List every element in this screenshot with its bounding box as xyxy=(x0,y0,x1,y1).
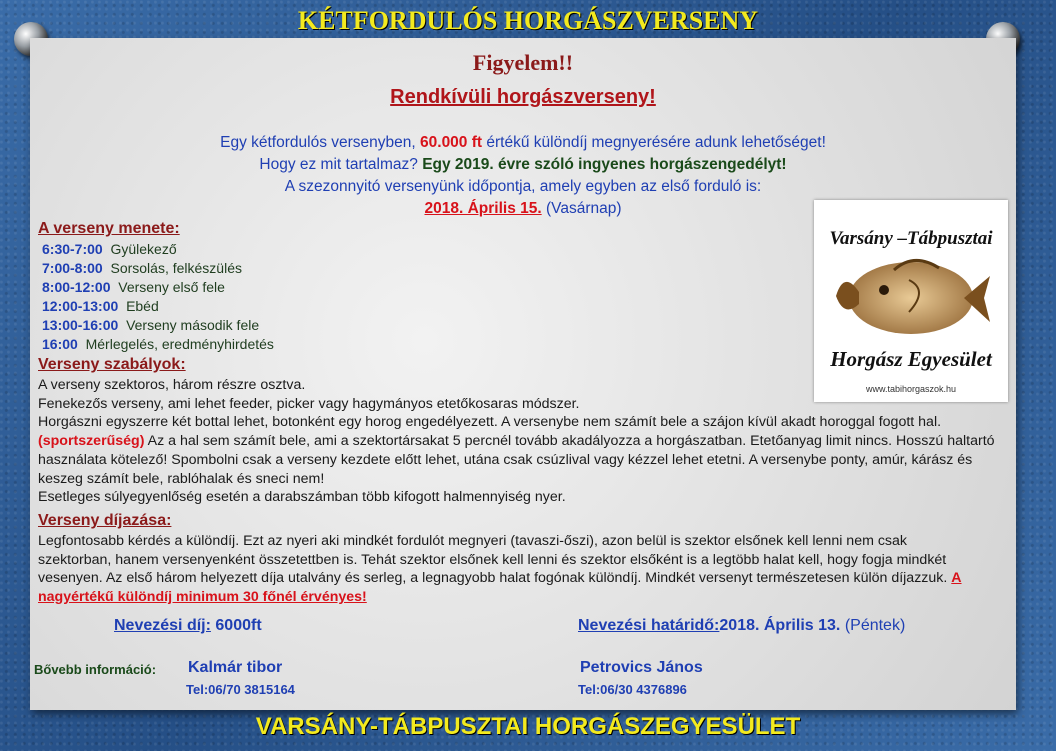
schedule-item xyxy=(42,298,159,314)
schedule-item xyxy=(42,260,242,276)
schedule-item xyxy=(42,241,177,257)
schedule-item xyxy=(42,279,225,295)
intro-text: értékű különdíj megnyerésére adunk lehetőséget! xyxy=(486,134,826,151)
contact-name-2: Petrovics János xyxy=(580,659,703,676)
schedule-activity: Gyülekező xyxy=(110,241,177,257)
rule-line: A verseny szektoros, három részre osztva. xyxy=(38,377,306,393)
rule-line: Fenekezős verseny, ami lehet feeder, picker vagy hagymányos etetőkosaras módszer. xyxy=(38,395,580,412)
schedule-activity: Mérlegelés, eredményhirdetés xyxy=(85,336,274,352)
footer-title: VARSÁNY-TÁBPUSZTAI HORGÁSZEGYESÜLET xyxy=(255,713,801,740)
entry-deadline xyxy=(578,617,905,635)
schedule-time: 8:00-12:00 xyxy=(42,279,111,295)
schedule-time: 6:30-7:00 xyxy=(42,241,103,257)
entry-fee-value: 6000ft xyxy=(215,617,262,634)
prizes-heading: Verseny díjazása: xyxy=(38,512,172,529)
deadline-value: 2018. Április 13. xyxy=(719,617,841,634)
intro-text: Hogy ez mit tartalmaz? xyxy=(259,156,418,173)
contact-label: Bővebb információ: xyxy=(34,662,157,677)
intro-line-3: A szezonnyitó versenyünk időpontja, amely egyben az első forduló is: xyxy=(284,178,762,195)
rule-line: Esetleges súlyegyenlőség esetén a darabszámban több kifogott halmennyiség nyer. xyxy=(38,489,566,506)
intro-line-2 xyxy=(30,156,1016,174)
schedule-activity: Verseny második fele xyxy=(126,317,260,333)
prize-description: Egy 2019. évre szóló ingyenes horgászengedélyt! xyxy=(422,156,787,173)
fish-logo-icon xyxy=(814,200,1008,402)
schedule-time: 12:00-13:00 xyxy=(42,298,119,314)
logo-url: www.tabihorgaszok.hu xyxy=(865,384,957,394)
intro-text: Egy kétfordulós versenyben, xyxy=(220,134,416,151)
event-day: (Vasárnap) xyxy=(545,200,622,217)
schedule-time: 13:00-16:00 xyxy=(42,317,119,333)
contact-phone-1: Tel:06/70 3815164 xyxy=(186,682,295,697)
page-title: KÉTFORDULÓS HORGÁSZVERSENY xyxy=(297,6,759,35)
prize-condition: A nagyértékű különdíj minimum 30 főnél érvényes! xyxy=(38,570,962,606)
prize-description: Legfontosabb kérdés a különdíj. Ezt az nyeri aki mindkét fordulót megnyeri (tavaszi-őszi), azon belül is szektor elsőnek kell lenni nem csak szektorban, hanem versenyenként összetettben is. Tehát szektor elsőnek kell lenni és szektor elsőként is a legtöbb halat kell, hogy fogja mindkét vesenyen. Az első három helyezett díja utalvány és serleg, a legnagyobb halat fogónak különdíj. Mindkét versenyt természetesen külön díjazzuk. xyxy=(38,533,948,587)
logo-bottom-text: Horgász Egyesület xyxy=(830,347,992,371)
rule-line xyxy=(38,413,1008,488)
rule-text: Horgászni egyszerre két bottal lehet, botonként egy horog engedélyezett. A versenybe nem számít bele a szájon kívül akadt horoggal fogott hal. xyxy=(38,414,942,431)
contact-phone-2: Tel:06/30 4376896 xyxy=(578,682,687,697)
notice-title: Figyelem!! xyxy=(472,50,574,75)
schedule-time: 16:00 xyxy=(42,336,78,352)
schedule-item xyxy=(42,317,259,333)
club-logo xyxy=(814,200,1008,402)
notice-board xyxy=(30,38,1016,710)
entry-fee-label: Nevezési díj: xyxy=(114,617,211,634)
rule-highlight: (sportszerűség) xyxy=(38,433,145,450)
schedule-activity: Verseny első fele xyxy=(118,279,225,295)
deadline-day: (Péntek) xyxy=(844,617,906,634)
deadline-label: Nevezési határidő: xyxy=(578,617,720,634)
schedule-heading: A verseny menete: xyxy=(38,220,180,237)
rule-text: Az a hal sem számít bele, ami a szektortársakat 5 percnél tovább akadályozza a horgászatban. Etetőanyag limit nincs. Hosszú haltartó használata kötelező! Spombolni csak a verseny kezdete előtt lehet, utána csak csúzlival vagy kézzel lehet etetni. A versenybe ponty, amúr, kárász és keszeg számít bele, rablóhalak és sneci nem! xyxy=(38,433,995,487)
schedule-activity: Sorsolás, felkészülés xyxy=(110,260,242,276)
intro-line-1 xyxy=(30,134,1016,152)
rules-heading: Verseny szabályok: xyxy=(38,356,186,373)
prizes-text xyxy=(38,532,978,607)
prize-amount: 60.000 ft xyxy=(420,134,483,151)
schedule-item xyxy=(42,336,274,352)
notice-subtitle: Rendkívüli horgászverseny! xyxy=(390,86,656,108)
entry-fee xyxy=(114,617,262,635)
schedule-time: 7:00-8:00 xyxy=(42,260,103,276)
schedule-activity: Ebéd xyxy=(126,298,159,314)
logo-top-text: Varsány –Tábpusztai xyxy=(829,228,993,249)
event-date: 2018. Április 15. xyxy=(424,200,542,217)
contact-name-1: Kalmár tibor xyxy=(188,659,283,676)
